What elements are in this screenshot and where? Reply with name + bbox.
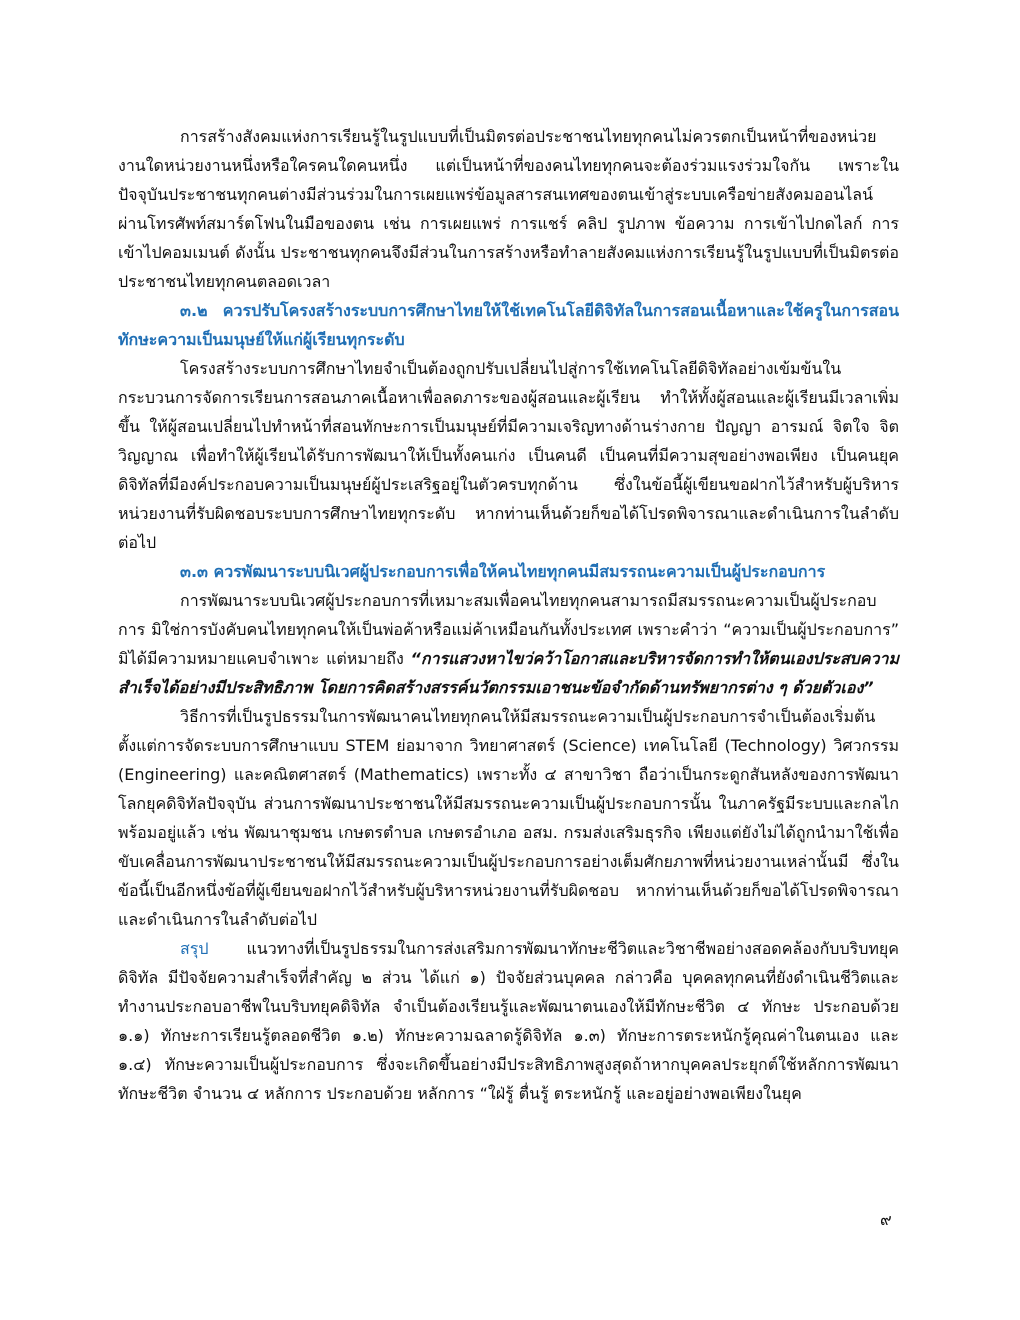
paragraph-education-structure: โครงสร้างระบบการศึกษาไทยจำเป็นต้องถูกปรับเปลี่ยนไปสู่การใช้เทคโนโลยีดิจิทัลอย่างเข้มข้นในกระบวนการจัดการเรียนการสอนภาคเนื้อหาเพื่อลดภาระของผู้สอนและผู้เรียน ทำให้ทั้งผู้สอนและผู้เรียนมีเวลาเพิ่มขึ้น ให้ผู้สอนเปลี่ยนไปทำหน้าที่สอนทักษะการเป็นมนุษย์ที่มีความเจริญทางด้านร่างกาย ปัญญา อารมณ์ จิตใจ จิตวิญญาณ เพื่อทำให้ผู้เรียนได้รับการพัฒนาให้เป็นทั้งคนเก่ง เป็นคนดี เป็นคนที่มีความสุขอย่างพอเพียง เป็นคนยุคดิจิทัลที่มีองค์ประกอบความเป็นมนุษย์ผู้ประเสริฐอยู่ในตัวครบทุกด้าน ซึ่งในข้อนี้ผู้เขียนขอฝากไว้สำหรับผู้บริหารหน่วยงานที่รับผิดชอบระบบการศึกษาไทยทุกระดับ หากท่านเห็นด้วยก็ขอได้โปรดพิจารณาและดำเนินการในลำดับต่อไป [118,359,899,552]
paragraph-summary [118,934,899,1108]
paragraph-entrepreneur-text: การพัฒนาระบบนิเวศผู้ประกอบการที่เหมาะสมเพื่อคนไทยทุกคนสามารถมีสมรรถนะความเป็นผู้ประกอบการ มิใช่การบังคับคนไทยทุกคนให้เป็นพ่อค้าหรือแม่ค้าเหมือนกันทั้งประเทศ เพราะคำว่า “ความเป็นผู้ประกอบการ” มิได้มีความหมายแคบจำเพาะ แต่หมายถึง [118,591,899,668]
document-page [118,122,899,1108]
heading-section-3-3: ๓.๓ ควรพัฒนาระบบนิเวศผู้ประกอบการเพื่อให้คนไทยทุกคนมีสมรรถนะความเป็นผู้ประกอบการ [180,562,826,581]
page-number: ๙ [880,1210,892,1229]
paragraph-learning-society: การสร้างสังคมแห่งการเรียนรู้ในรูปแบบที่เป็นมิตรต่อประชาชนไทยทุกคนไม่ควรตกเป็นหน้าที่ของหน่วยงานใดหน่วยงานหนึ่งหรือใครคนใดคนหนึ่ง แต่เป็นหน้าที่ของคนไทยทุกคนจะต้องร่วมแรงร่วมใจกัน เพราะในปัจจุบันประชาชนทุกคนต่างมีส่วนร่วมในการเผยแพร่ข้อมูลสารสนเทศของตนเข้าสู่ระบบเครือข่ายสังคมออนไลน์ ผ่านโทรศัพท์สมาร์ตโฟนในมือของตน เช่น การเผยแพร่ การแชร์ คลิป รูปภาพ ข้อความ การเข้าไปกดไลก์ การเข้าไปคอมเมนต์ ดังนั้น ประชาชนทุกคนจึงมีส่วนในการสร้างหรือทำลายสังคมแห่งการเรียนรู้ในรูปแบบที่เป็นมิตรต่อประชาชนไทยทุกคนตลอดเวลา [118,127,899,291]
summary-text: แนวทางที่เป็นรูปธรรมในการส่งเสริมการพัฒนาทักษะชีวิตและวิชาชีพอย่างสอดคล้องกับบริบทยุคดิจิทัล มีปัจจัยความสำเร็จที่สำคัญ ๒ ส่วน ได้แก่ ๑) ปัจจัยส่วนบุคคล กล่าวคือ บุคคลทุกคนที่ยังดำเนินชีวิตและทำงานประกอบอาชีพในบริบทยุคดิจิทัล จำเป็นต้องเรียนรู้และพัฒนาตนเองให้มีทักษะชีวิต ๔ ทักษะ ประกอบด้วย ๑.๑) ทักษะการเรียนรู้ตลอดชีวิต ๑.๒) ทักษะความฉลาดรู้ดิจิทัล ๑.๓) ทักษะการตระหนักรู้คุณค่าในตนเอง และ ๑.๔) ทักษะความเป็นผู้ประกอบการ ซึ่งจะเกิดขึ้นอย่างมีประสิทธิภาพสูงสุดถ้าหากบุคคลประยุกต์ใช้หลักการพัฒนาทักษะชีวิต จำนวน ๔ หลักการ ประกอบด้วย หลักการ “ใฝ่รู้ ตื่นรู้ ตระหนักรู้ และอยู่อย่างพอเพียงในยุค [118,939,899,1103]
summary-label: สรุป [180,939,209,958]
paragraph-entrepreneur-ecosystem [118,586,899,702]
entrepreneur-definition-quote: “การแสวงหาไขว่คว้าโอกาสและบริหารจัดการทำให้ตนเองประสบความสำเร็จได้อย่างมีประสิทธิภาพ โดยการคิดสร้างสรรค์นวัตกรรมเอาชนะข้อจำกัดด้านทรัพยากรต่าง ๆ ด้วยตัวเอง” [118,649,899,697]
heading-section-3-2: ๓.๒ ควรปรับโครงสร้างระบบการศึกษาไทยให้ใช้เทคโนโลยีดิจิทัลในการสอนเนื้อหาและใช้ครูในการสอนทักษะความเป็นมนุษย์ให้แก่ผู้เรียนทุกระดับ [118,301,899,349]
paragraph-stem-methods: วิธีการที่เป็นรูปธรรมในการพัฒนาคนไทยทุกคนให้มีสมรรถนะความเป็นผู้ประกอบการจำเป็นต้องเริ่มต้นตั้งแต่การจัดระบบการศึกษาแบบ STEM ย่อมาจาก วิทยาศาสตร์ (Science) เทคโนโลยี (Technology) วิศวกรรม (Engineering) และคณิตศาสตร์ (Mathematics) เพราะทั้ง ๔ สาขาวิชา ถือว่าเป็นกระดูกสันหลังของการพัฒนาโลกยุคดิจิทัลปัจจุบัน ส่วนการพัฒนาประชาชนให้มีสมรรถนะความเป็นผู้ประกอบการนั้น ในภาครัฐมีระบบและกลไกพร้อมอยู่แล้ว เช่น พัฒนาชุมชน เกษตรตำบล เกษตรอำเภอ อสม. กรมส่งเสริมธุรกิจ เพียงแต่ยังไม่ได้ถูกนำมาใช้เพื่อขับเคลื่อนการพัฒนาประชาชนให้มีสมรรถนะความเป็นผู้ประกอบการอย่างเต็มศักยภาพที่หน่วยงานเหล่านั้นมี ซึ่งในข้อนี้เป็นอีกหนึ่งข้อที่ผู้เขียนขอฝากไว้สำหรับผู้บริหารหน่วยงานที่รับผิดชอบ หากท่านเห็นด้วยก็ขอได้โปรดพิจารณาและดำเนินการในลำดับต่อไป [118,707,899,929]
